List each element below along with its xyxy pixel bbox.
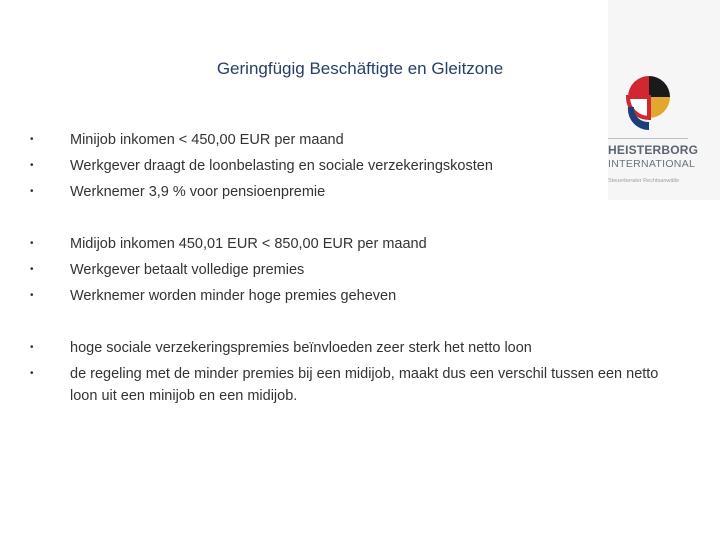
bullet-text: Minijob inkomen < 450,00 EUR per maand <box>70 132 344 148</box>
bullet-marker: • <box>30 368 34 379</box>
bullet-marker: • <box>30 264 34 275</box>
bullet-text: Werknemer worden minder hoge premies geheven <box>70 288 397 304</box>
slide-title: Geringfügig Beschäftigte en Gleitzone <box>216 59 504 78</box>
bullet-text: hoge sociale verzekeringspremies beïnvloeden zeer sterk het netto loon <box>70 340 532 356</box>
bullet-marker: • <box>30 238 34 249</box>
bullet-marker: • <box>30 290 34 301</box>
bullet-text: Midijob inkomen 450,01 EUR < 850,00 EUR per maand <box>70 236 427 252</box>
logo-name: HEISTERBORG <box>608 143 699 157</box>
bullet-text: Werkgever betaalt volledige premies <box>70 262 305 278</box>
bullet-text: de regeling met de minder premies bij een midijob, maakt dus een verschil tussen een netto loon uit een minijob en een midijob. <box>70 366 659 404</box>
bullet-marker: • <box>30 342 34 353</box>
bullet-text: Werkgever draagt de loonbelasting en sociale verzekeringskosten <box>70 158 493 174</box>
bullet-marker: • <box>30 134 34 145</box>
bullet-marker: • <box>30 160 34 171</box>
bullet-text: Werknemer 3,9 % voor pensioenpremie <box>70 184 326 200</box>
heisterborg-logo-icon <box>626 74 672 134</box>
logo-subtitle: INTERNATIONAL <box>608 158 696 170</box>
logo-tagline: Steuerberater Rechtsanwälte <box>608 178 680 184</box>
bullet-marker: • <box>30 186 34 197</box>
